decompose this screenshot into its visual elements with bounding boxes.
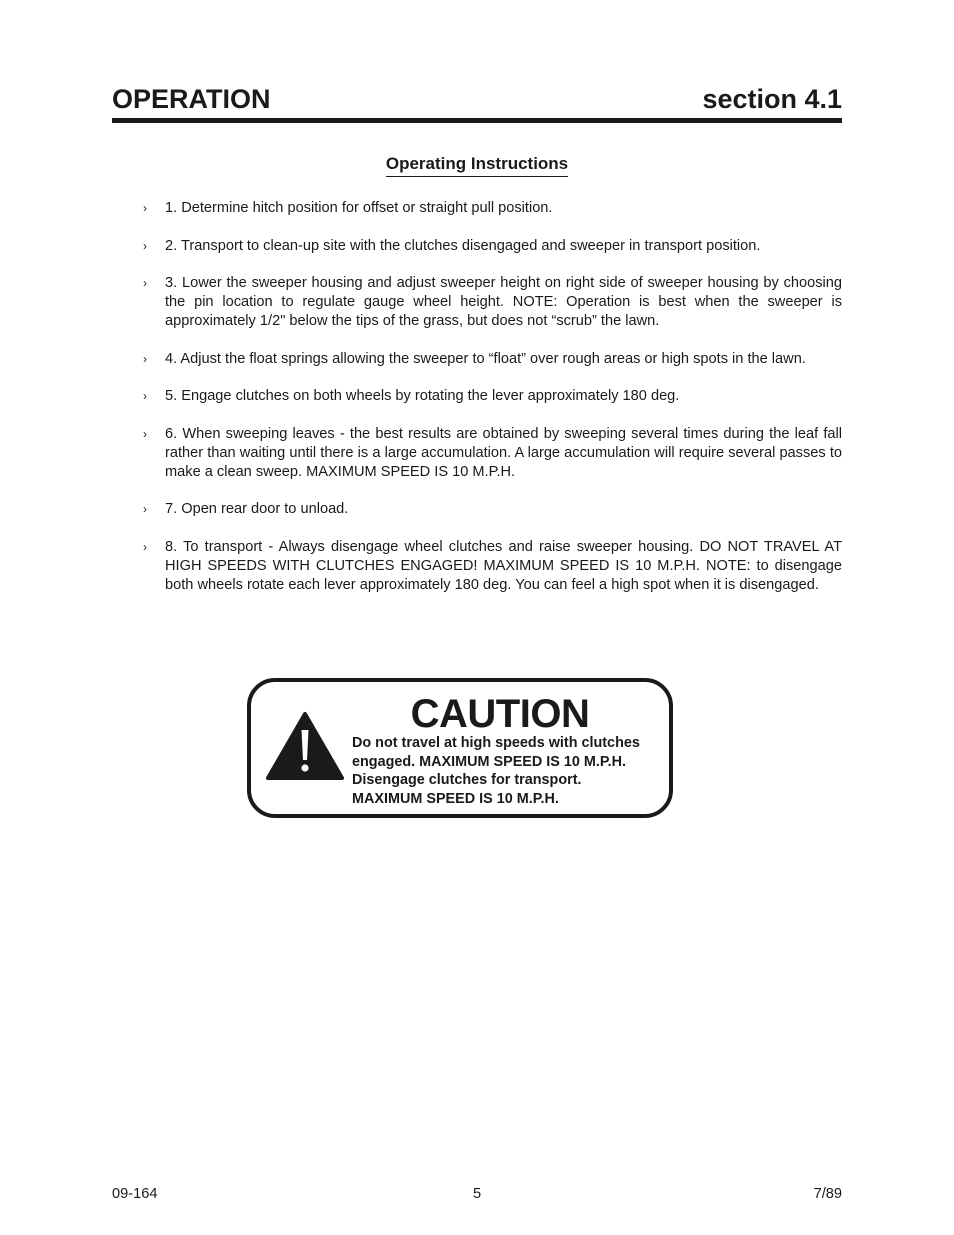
caution-line: Disengage clutches for transport. — [352, 772, 582, 788]
bullet-icon: › — [143, 238, 147, 253]
step-text: 1. Determine hitch position for offset or straight pull position. — [165, 200, 553, 216]
list-item — [143, 500, 842, 519]
list-item — [143, 425, 842, 482]
step-text: 5. Engage clutches on both wheels by rotating the lever approximately 180 deg. — [165, 388, 680, 404]
list-item — [143, 350, 842, 369]
caution-box — [247, 678, 673, 818]
section-heading — [0, 153, 954, 177]
bullet-icon: › — [143, 426, 147, 441]
header-rule — [112, 118, 842, 123]
section-heading-text: Operating Instructions — [386, 153, 568, 177]
step-text: 3. Lower the sweeper housing and adjust sweeper height on right side of sweeper housing by choosing the pin location to regulate gauge wheel height. NOTE: Operation is best when the sweeper is approximately 1/2" below the tips of the grass, but does not “scrub” the lawn. — [165, 275, 842, 329]
step-text: 4. Adjust the float springs allowing the sweeper to “float” over rough areas or high spots in the lawn. — [165, 350, 806, 367]
bullet-icon: › — [143, 539, 147, 554]
list-item — [143, 199, 842, 218]
step-text: 6. When sweeping leaves - the best results are obtained by sweeping several times during the leaf fall rather than waiting until there is a large accumulation. A large accumulation will require several passes to make a clean sweep. MAXIMUM SPEED IS 10 M.P.H. — [165, 425, 842, 480]
document-number: 09-164 — [112, 1186, 158, 1202]
step-text: 8. To transport - Always disengage wheel clutches and raise sweeper housing. DO NOT TRAVEL AT HIGH SPEEDS WITH CLUTCHES ENGAGED! MAXIMUM SPEED IS 10 M.P.H. NOTE: to disengage both wheels rotate each lever approximately 180 deg. You can feel a high spot when it is disengaged. — [165, 538, 842, 593]
caution-line: Do not travel at high speeds with clutches — [352, 735, 640, 751]
bullet-icon: › — [143, 502, 147, 516]
list-item — [143, 538, 842, 595]
list-item — [143, 274, 842, 331]
page-number: 5 — [472, 1186, 482, 1202]
caution-line: MAXIMUM SPEED IS 10 M.P.H. — [352, 790, 559, 807]
instruction-list — [143, 199, 842, 613]
list-item — [143, 387, 842, 406]
step-text: 2. Transport to clean-up site with the clutches disengaged and sweeper in transport position. — [165, 237, 761, 254]
section-number: section 4.1 — [702, 84, 842, 114]
bullet-icon: › — [143, 201, 147, 215]
caution-line: engaged. MAXIMUM SPEED IS 10 M.P.H. — [352, 753, 627, 770]
caution-title: CAUTION — [410, 692, 590, 736]
page-header — [112, 82, 842, 120]
chapter-title: OPERATION — [112, 84, 271, 114]
bullet-icon: › — [143, 351, 147, 366]
bullet-icon: › — [143, 389, 147, 403]
revision-date: 7/89 — [813, 1186, 842, 1202]
caution-message — [352, 734, 667, 808]
bullet-icon: › — [143, 276, 147, 290]
step-text: 7. Open rear door to unload. — [165, 501, 349, 517]
list-item — [143, 237, 842, 256]
